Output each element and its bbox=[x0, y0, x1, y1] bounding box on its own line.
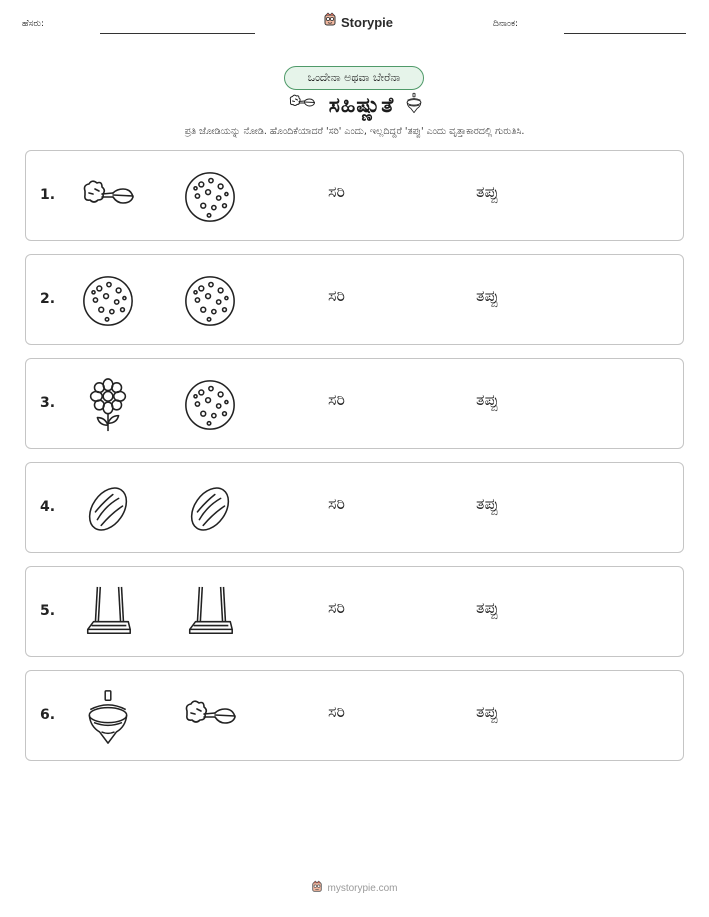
leaf-icon bbox=[79, 481, 137, 537]
brand-name: Storypie bbox=[341, 14, 394, 30]
leaf-icon bbox=[181, 481, 239, 537]
question-number: 4. bbox=[40, 499, 56, 515]
breath-icon bbox=[285, 93, 319, 117]
question-number: 5. bbox=[40, 603, 56, 619]
breath-icon bbox=[181, 689, 239, 745]
breath-icon bbox=[79, 169, 137, 225]
question-number: 6. bbox=[40, 707, 56, 723]
storypie-logo-icon bbox=[311, 879, 323, 898]
answer-correct-option[interactable]: ಸರಿ bbox=[328, 598, 345, 617]
answer-correct-option[interactable]: ಸರಿ bbox=[328, 494, 345, 513]
question-card-6 bbox=[25, 670, 684, 761]
cookie-icon bbox=[181, 377, 239, 433]
name-label: ಹೆಸರು: bbox=[22, 19, 45, 29]
question-number: 1. bbox=[40, 187, 56, 203]
footer bbox=[0, 879, 709, 898]
answer-wrong-option[interactable]: ತಪ್ಪು bbox=[476, 494, 499, 513]
instructions: ಪ್ರತಿ ಜೋಡಿಯನ್ನು ನೋಡಿ. ಹೊಂದಿಕೆಯಾದರೆ 'ಸರಿ' ಎಂದು, ಇಲ್ಲದಿದ್ದರೆ 'ತಪ್ಪು' ಎಂದು ವೃತ್ತಾಕಾರದಲ್ಲಿ ಗುರುತಿಸಿ. bbox=[184, 126, 525, 137]
spinning-top-icon bbox=[79, 689, 137, 745]
answer-correct-option[interactable]: ಸರಿ bbox=[328, 286, 345, 305]
answer-wrong-option[interactable]: ತಪ್ಪು bbox=[476, 598, 499, 617]
name-line[interactable] bbox=[100, 33, 255, 34]
cookie-icon bbox=[181, 273, 239, 329]
answer-wrong-option[interactable]: ತಪ್ಪು bbox=[476, 286, 499, 305]
title-row bbox=[0, 89, 709, 121]
spinning-top-icon bbox=[404, 89, 424, 121]
answer-correct-option[interactable]: ಸರಿ bbox=[328, 182, 345, 201]
question-card-4 bbox=[25, 462, 684, 553]
swing-icon bbox=[181, 585, 239, 641]
page-title: ಸಹಿಷ್ಣುತೆ bbox=[328, 92, 395, 117]
question-number: 2. bbox=[40, 291, 56, 307]
swing-icon bbox=[79, 585, 137, 641]
date-label: ದಿನಾಂಕ: bbox=[493, 19, 519, 29]
cookie-icon bbox=[79, 273, 137, 329]
footer-url[interactable]: mystorypie.com bbox=[327, 883, 398, 894]
cookie-icon bbox=[181, 169, 239, 225]
flower-icon bbox=[79, 377, 137, 433]
question-card-2 bbox=[25, 254, 684, 345]
answer-wrong-option[interactable]: ತಪ್ಪು bbox=[476, 702, 499, 721]
answer-correct-option[interactable]: ಸರಿ bbox=[328, 390, 345, 409]
answer-correct-option[interactable]: ಸರಿ bbox=[328, 702, 345, 721]
question-card-1 bbox=[25, 150, 684, 241]
storypie-logo-icon bbox=[323, 12, 337, 32]
worksheet-type-badge: ಒಂದೇನಾ ಅಥವಾ ಬೇರೆನಾ bbox=[284, 66, 424, 90]
date-line[interactable] bbox=[564, 33, 686, 34]
question-card-3 bbox=[25, 358, 684, 449]
question-number: 3. bbox=[40, 395, 56, 411]
answer-wrong-option[interactable]: ತಪ್ಪು bbox=[476, 390, 499, 409]
answer-wrong-option[interactable]: ತಪ್ಪು bbox=[476, 182, 499, 201]
brand bbox=[323, 12, 393, 32]
question-card-5 bbox=[25, 566, 684, 657]
